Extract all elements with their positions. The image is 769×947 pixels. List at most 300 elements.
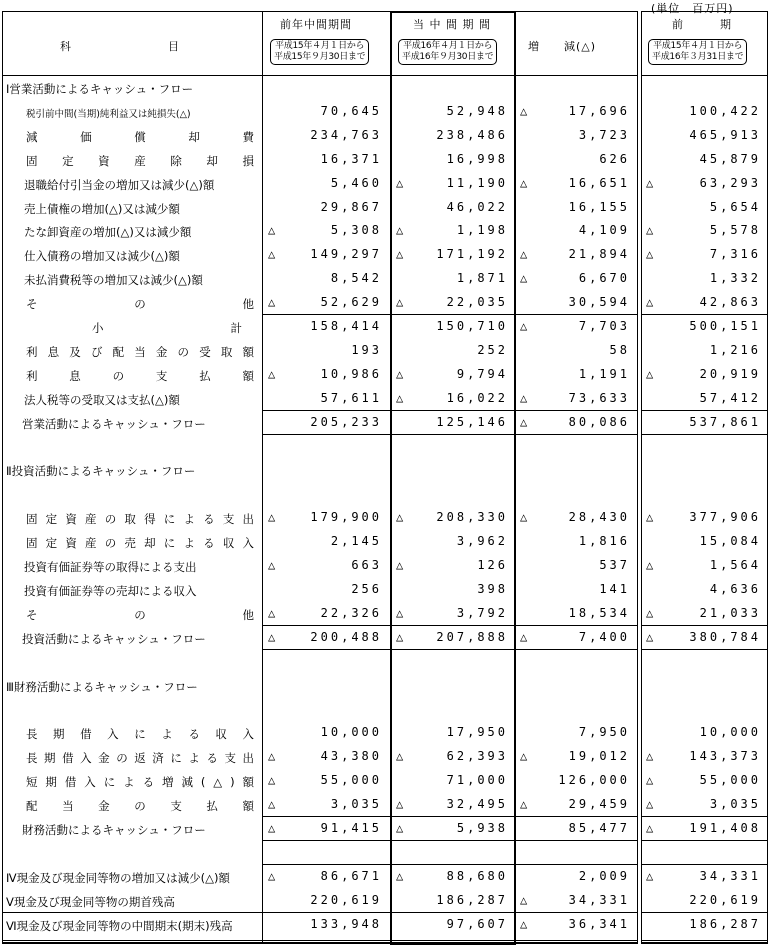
cell-value: 158,414 [310, 319, 382, 333]
cell-value: 22,035 [446, 295, 508, 310]
cell-prev-fy [642, 319, 767, 335]
cell-value: 3,723 [578, 127, 630, 142]
row-label: 仕入債務の増加又は減少(△)額 [24, 249, 180, 264]
cell-value: 1,198 [456, 223, 508, 238]
negative-triangle-icon: △ [396, 366, 404, 381]
cell-change [516, 534, 636, 550]
negative-triangle-icon: △ [396, 510, 404, 525]
cell-change [516, 319, 636, 335]
cell-change [516, 200, 636, 216]
row-label: Ⅱ投資活動によるキャッシュ・フロー [6, 464, 196, 479]
cell-value: 71,000 [446, 773, 508, 788]
cell-value: 663 [351, 558, 382, 572]
cell-prev-interim [264, 749, 388, 765]
table-row [0, 387, 769, 411]
negative-triangle-icon: △ [520, 271, 528, 286]
row-label: 長期借入金の返済による支出 [26, 751, 254, 766]
rule-line [641, 940, 767, 941]
cell-curr-interim [392, 391, 514, 407]
range-from: 平成16年４月１日から [403, 41, 493, 51]
cell-value: 62,393 [446, 749, 508, 764]
cell-curr-interim [392, 152, 514, 168]
cell-value: 500,151 [689, 319, 761, 333]
table-row [0, 769, 769, 793]
row-label: 税引前中間(当期)純利益又は純損失(△) [26, 108, 191, 120]
negative-triangle-icon: △ [396, 223, 404, 238]
rule-line [2, 943, 637, 944]
cell-value: 205,233 [310, 414, 382, 429]
cell-value: 2,145 [330, 534, 382, 549]
header-curr-interim: 当 中 間 期 間 [413, 18, 491, 31]
negative-triangle-icon: △ [646, 510, 654, 525]
cell-curr-interim [392, 773, 514, 789]
row-label: Ⅲ財務活動によるキャッシュ・フロー [6, 679, 198, 694]
rule-line [262, 864, 637, 865]
cell-value: 186,287 [689, 916, 761, 931]
header-curr-interim-range [398, 39, 497, 65]
cell-value: 6,670 [578, 271, 630, 286]
cell-value: 1,216 [709, 342, 761, 357]
row-label: Ⅰ営業活動によるキャッシュ・フロー [6, 82, 194, 96]
cell-prev-fy [642, 295, 767, 311]
rule-line [262, 410, 637, 411]
cell-value: 5,308 [330, 223, 382, 238]
cell-prev-interim [264, 415, 388, 431]
cell-prev-fy [642, 869, 767, 885]
table-row [0, 530, 769, 554]
cell-curr-interim [392, 104, 514, 120]
rule-line [262, 625, 637, 626]
row-label: たな卸資産の増加(△)又は減少額 [24, 225, 192, 240]
cell-prev-interim [264, 582, 388, 598]
row-label: 営業活動によるキャッシュ・フロー [22, 416, 206, 431]
table-row [0, 721, 769, 745]
cell-value: 7,950 [578, 725, 630, 740]
cell-value: 85,477 [568, 820, 630, 835]
cell-value: 10,986 [320, 366, 382, 381]
cell-change [516, 558, 636, 574]
cell-value: 15,084 [699, 534, 761, 549]
rule-line [262, 649, 637, 650]
negative-triangle-icon: △ [646, 247, 654, 262]
cell-value: 8,542 [330, 271, 382, 286]
row-label: 投資活動によるキャッシュ・フロー [22, 631, 206, 646]
rule-line [262, 840, 637, 841]
negative-triangle-icon: △ [396, 390, 404, 405]
negative-triangle-icon: △ [646, 558, 654, 572]
cell-prev-interim [264, 821, 388, 837]
table-row [0, 889, 769, 913]
cell-value: 7,400 [578, 629, 630, 644]
cell-change [516, 869, 636, 885]
blank-row [0, 841, 769, 865]
header-prev-fy: 前 期 [672, 18, 732, 31]
cell-value: 234,763 [310, 127, 382, 142]
cell-prev-fy [642, 200, 767, 216]
cell-prev-fy [642, 797, 767, 813]
cell-value: 18,534 [568, 605, 630, 620]
range-to: 平成16年９月30日まで [402, 52, 494, 62]
column-line [767, 11, 768, 944]
negative-triangle-icon: △ [396, 558, 404, 572]
cell-change [516, 391, 636, 407]
cell-value: 11,190 [446, 175, 508, 190]
rule-line [641, 11, 767, 12]
cell-value: 238,486 [436, 127, 508, 142]
cell-curr-interim [392, 606, 514, 622]
cell-prev-fy [642, 558, 767, 574]
cell-value: 200,488 [310, 629, 382, 644]
table-row [0, 315, 769, 339]
table-row [0, 100, 769, 124]
range-to: 平成15年９月30日まで [274, 52, 366, 62]
cell-prev-interim [264, 367, 388, 383]
cell-prev-fy [642, 582, 767, 598]
cell-value: 20,919 [699, 366, 761, 381]
rule-line [390, 11, 516, 13]
unit-label: (単位 百万円) [651, 2, 734, 15]
cell-curr-interim [392, 343, 514, 359]
cell-prev-interim [264, 725, 388, 741]
cell-prev-interim [264, 869, 388, 885]
negative-triangle-icon: △ [646, 773, 654, 788]
cell-value: 29,459 [568, 797, 630, 811]
cell-curr-interim [392, 128, 514, 144]
cell-prev-interim [264, 558, 388, 574]
cell-prev-interim [264, 176, 388, 192]
cell-curr-interim [392, 893, 514, 909]
cell-prev-interim [264, 343, 388, 359]
cell-prev-interim [264, 247, 388, 263]
negative-triangle-icon: △ [520, 892, 528, 907]
table-row [0, 291, 769, 315]
cell-change [516, 343, 636, 359]
row-label: 投資有価証券等の売却による収入 [24, 583, 197, 598]
negative-triangle-icon: △ [396, 605, 404, 620]
table-row [0, 913, 769, 937]
table-row [0, 865, 769, 889]
negative-triangle-icon: △ [520, 103, 528, 118]
cell-value: 73,633 [568, 390, 630, 405]
negative-triangle-icon: △ [268, 629, 276, 644]
row-label: 売上債権の増加(△)又は減少額 [24, 201, 180, 216]
row-label: Ⅵ現金及び現金同等物の中間期末(期末)残高 [6, 918, 233, 933]
cell-value: 58 [609, 342, 630, 357]
cell-value: 34,331 [568, 892, 630, 907]
cell-value: 220,619 [689, 892, 761, 907]
table-row [0, 578, 769, 602]
rule-line [262, 816, 637, 817]
cell-value: 34,331 [699, 868, 761, 883]
cell-prev-interim [264, 200, 388, 216]
row-label: 退職給付引当金の増加又は減少(△)額 [24, 177, 215, 192]
negative-triangle-icon: △ [268, 223, 276, 238]
range-from: 平成15年４月１日から [653, 41, 743, 51]
cell-prev-interim [264, 534, 388, 550]
rule-line [641, 314, 767, 315]
row-label: 法人税等の受取又は支払(△)額 [24, 392, 180, 407]
header-prev-interim-range [270, 39, 369, 65]
table-row [0, 817, 769, 841]
cell-value: 55,000 [320, 773, 382, 788]
cell-change [516, 749, 636, 765]
table-row [0, 554, 769, 578]
negative-triangle-icon: △ [646, 749, 654, 764]
cell-value: 3,035 [709, 797, 761, 811]
negative-triangle-icon: △ [396, 175, 404, 190]
cell-change [516, 773, 636, 789]
cell-prev-interim [264, 917, 388, 933]
cell-value: 91,415 [320, 820, 382, 835]
cell-curr-interim [392, 200, 514, 216]
cell-change [516, 128, 636, 144]
cell-prev-fy [642, 176, 767, 192]
cell-prev-fy [642, 271, 767, 287]
row-label: 固定資産除却損 [26, 153, 254, 168]
negative-triangle-icon: △ [396, 629, 404, 644]
cell-prev-interim [264, 773, 388, 789]
cell-change [516, 367, 636, 383]
cell-value: 70,645 [320, 103, 382, 118]
cell-value: 63,293 [699, 175, 761, 190]
negative-triangle-icon: △ [396, 749, 404, 764]
cell-value: 10,000 [699, 725, 761, 740]
cell-value: 4,636 [709, 581, 761, 596]
rule-line [641, 649, 767, 650]
cell-value: 207,888 [436, 629, 508, 644]
negative-triangle-icon: △ [268, 868, 276, 883]
cell-change [516, 510, 636, 526]
negative-triangle-icon: △ [396, 820, 404, 835]
cell-value: 1,332 [709, 271, 761, 286]
cell-curr-interim [392, 749, 514, 765]
negative-triangle-icon: △ [268, 773, 276, 788]
cell-prev-fy [642, 773, 767, 789]
cell-change [516, 223, 636, 239]
cell-value: 193 [351, 342, 382, 357]
cell-prev-fy [642, 104, 767, 120]
cell-value: 46,022 [446, 199, 508, 214]
cell-prev-fy [642, 247, 767, 263]
cell-value: 5,578 [709, 223, 761, 238]
rule-line [262, 434, 637, 435]
row-label: 減価償却費 [26, 129, 254, 144]
cell-value: 16,371 [320, 151, 382, 166]
row-label: 利息の支払額 [26, 368, 254, 383]
negative-triangle-icon: △ [646, 629, 654, 644]
cell-change [516, 630, 636, 646]
column-line [515, 11, 516, 944]
cell-prev-fy [642, 725, 767, 741]
cell-value: 28,430 [568, 510, 630, 525]
cell-change [516, 104, 636, 120]
blank-row [0, 650, 769, 674]
cell-prev-interim [264, 104, 388, 120]
table-row [0, 363, 769, 387]
table-row [0, 148, 769, 172]
header-change: 増 減(△) [528, 40, 597, 53]
cell-prev-interim [264, 271, 388, 287]
cell-prev-interim [264, 606, 388, 622]
cell-change [516, 821, 636, 837]
cell-value: 220,619 [310, 892, 382, 907]
cell-value: 16,651 [568, 175, 630, 190]
cell-change [516, 606, 636, 622]
cell-prev-interim [264, 319, 388, 335]
header-prev-fy-range [648, 39, 747, 65]
row-label: 財務活動によるキャッシュ・フロー [22, 822, 206, 837]
cell-value: 133,948 [310, 916, 382, 931]
column-line [390, 11, 392, 944]
cell-value: 377,906 [689, 510, 761, 525]
negative-triangle-icon: △ [520, 414, 528, 429]
negative-triangle-icon: △ [396, 247, 404, 262]
negative-triangle-icon: △ [646, 868, 654, 883]
cell-value: 55,000 [699, 773, 761, 788]
cell-value: 149,297 [310, 247, 382, 262]
rule-line [641, 75, 767, 76]
cell-change [516, 295, 636, 311]
cell-prev-fy [642, 534, 767, 550]
rule-line [2, 11, 637, 12]
rule-line [641, 816, 767, 817]
negative-triangle-icon: △ [646, 820, 654, 835]
row-label: Ⅴ現金及び現金同等物の期首残高 [6, 894, 175, 909]
cell-change [516, 247, 636, 263]
cell-value: 17,696 [568, 103, 630, 118]
table-row [0, 674, 769, 698]
negative-triangle-icon: △ [268, 820, 276, 835]
cell-value: 32,495 [446, 797, 508, 811]
negative-triangle-icon: △ [520, 319, 528, 333]
table-row [0, 124, 769, 148]
cell-value: 19,012 [568, 749, 630, 764]
cell-value: 171,192 [436, 247, 508, 262]
table-row [0, 793, 769, 817]
cell-value: 126,000 [558, 773, 630, 788]
cell-curr-interim [392, 223, 514, 239]
cell-prev-fy [642, 606, 767, 622]
cell-value: 143,373 [689, 749, 761, 764]
cell-value: 7,703 [578, 319, 630, 333]
cell-prev-fy [642, 391, 767, 407]
rule-line [2, 940, 637, 941]
blank-row [0, 697, 769, 721]
cell-value: 5,938 [456, 820, 508, 835]
cell-value: 398 [477, 581, 508, 596]
cell-curr-interim [392, 917, 514, 933]
cell-value: 1,564 [709, 558, 761, 572]
table-row [0, 76, 769, 100]
negative-triangle-icon: △ [396, 797, 404, 811]
cell-value: 86,671 [320, 868, 382, 883]
cell-curr-interim [392, 534, 514, 550]
cell-value: 4,109 [578, 223, 630, 238]
cell-curr-interim [392, 319, 514, 335]
negative-triangle-icon: △ [396, 295, 404, 310]
negative-triangle-icon: △ [646, 605, 654, 620]
table-row [0, 172, 769, 196]
cell-curr-interim [392, 821, 514, 837]
cell-value: 57,412 [699, 390, 761, 405]
cell-value: 252 [477, 342, 508, 357]
cell-value: 3,792 [456, 605, 508, 620]
blank-row [0, 482, 769, 506]
cell-value: 52,629 [320, 295, 382, 310]
column-line [262, 11, 263, 944]
negative-triangle-icon: △ [268, 558, 276, 572]
table-row [0, 411, 769, 435]
negative-triangle-icon: △ [520, 749, 528, 764]
cell-change [516, 893, 636, 909]
cell-value: 380,784 [689, 629, 761, 644]
cell-change [516, 917, 636, 933]
rule-line [641, 943, 767, 944]
negative-triangle-icon: △ [520, 916, 528, 931]
cell-value: 10,000 [320, 725, 382, 740]
cell-value: 100,422 [689, 103, 761, 118]
cell-change [516, 152, 636, 168]
cell-prev-interim [264, 391, 388, 407]
negative-triangle-icon: △ [646, 797, 654, 811]
cell-curr-interim [392, 558, 514, 574]
header-prev-interim: 前年中間期間 [280, 18, 352, 31]
negative-triangle-icon: △ [268, 295, 276, 310]
cell-value: 3,962 [456, 534, 508, 549]
rule-line [262, 314, 637, 315]
cell-curr-interim [392, 725, 514, 741]
rule-line [641, 864, 767, 865]
cell-curr-interim [392, 797, 514, 813]
cell-value: 97,607 [446, 916, 508, 931]
negative-triangle-icon: △ [646, 223, 654, 238]
cell-prev-interim [264, 128, 388, 144]
cell-value: 465,913 [689, 127, 761, 142]
cell-value: 57,611 [320, 390, 382, 405]
cell-change [516, 271, 636, 287]
cell-prev-fy [642, 343, 767, 359]
cell-value: 179,900 [310, 510, 382, 525]
cell-value: 45,879 [699, 151, 761, 166]
cell-curr-interim [392, 247, 514, 263]
cell-value: 1,191 [578, 366, 630, 381]
cell-value: 150,710 [436, 319, 508, 333]
cell-prev-interim [264, 510, 388, 526]
negative-triangle-icon: △ [268, 510, 276, 525]
table-row [0, 506, 769, 530]
negative-triangle-icon: △ [268, 247, 276, 262]
table-row [0, 196, 769, 220]
cell-value: 125,146 [436, 414, 508, 429]
row-label: 投資有価証券等の取得による支出 [24, 560, 197, 574]
cell-value: 30,594 [568, 295, 630, 310]
cell-value: 126 [477, 558, 508, 572]
negative-triangle-icon: △ [520, 629, 528, 644]
range-from: 平成15年４月１日から [275, 41, 365, 51]
cell-value: 5,654 [709, 199, 761, 214]
negative-triangle-icon: △ [396, 868, 404, 883]
cell-change [516, 725, 636, 741]
row-label: 長期借入による収入 [26, 727, 254, 742]
row-label: 利息及び配当金の受取額 [26, 344, 254, 359]
negative-triangle-icon: △ [268, 605, 276, 620]
row-label: Ⅳ現金及び現金同等物の増加又は減少(△)額 [6, 870, 230, 885]
column-line [2, 11, 3, 944]
cell-value: 88,680 [446, 868, 508, 883]
cell-value: 191,408 [689, 820, 761, 835]
negative-triangle-icon: △ [268, 797, 276, 811]
cell-prev-interim [264, 630, 388, 646]
